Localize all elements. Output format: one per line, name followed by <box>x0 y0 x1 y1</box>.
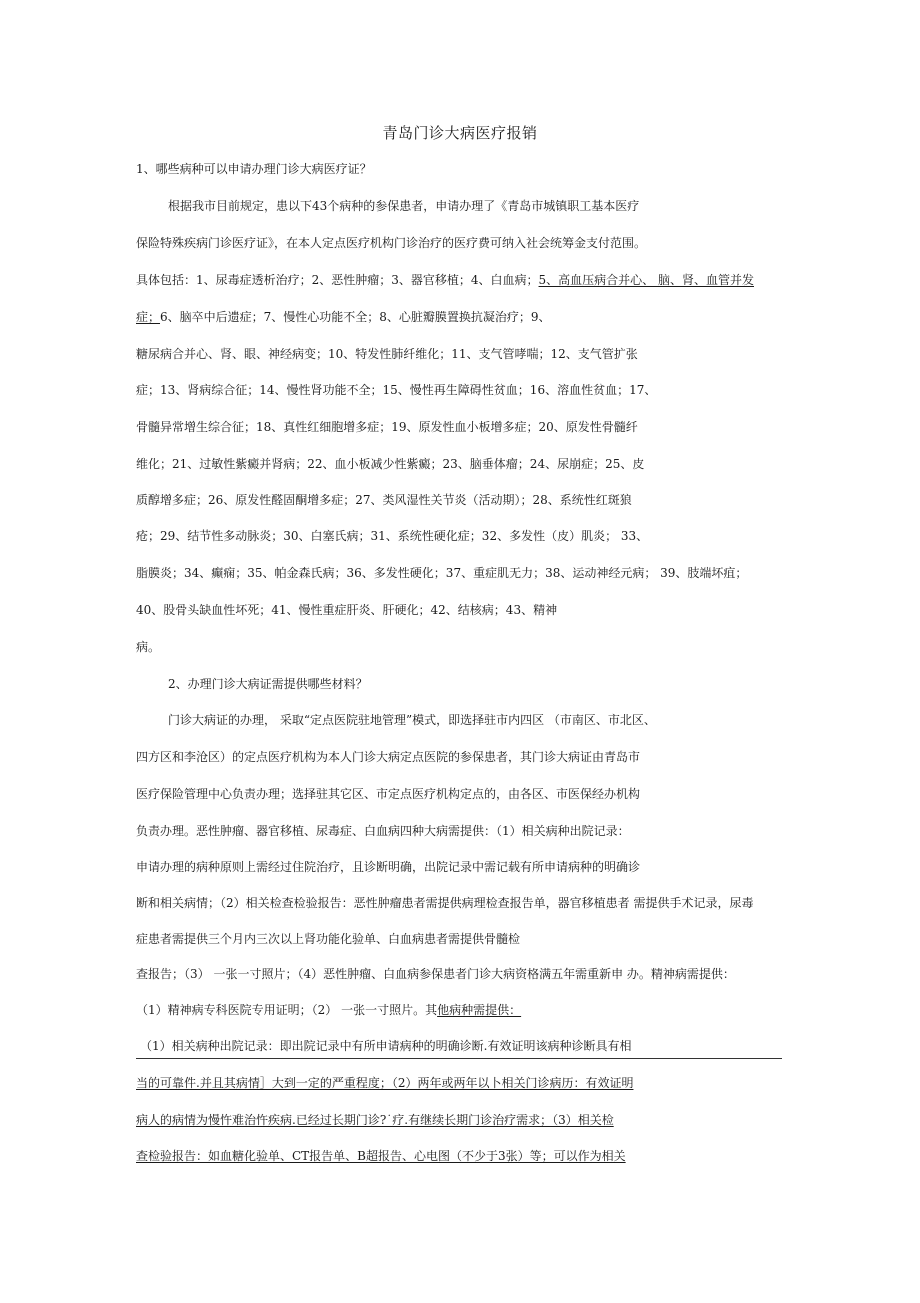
question-1: 1、哪些病种可以申请办理门诊大病医疗证？ <box>136 162 372 176</box>
paragraph-2-line: 四方区和李沧区）的定点医疗机构为本人门诊大病定点医院的参保患者，其门诊大病证由青岛市 <box>136 750 641 764</box>
paragraph-2-line: 门诊大病证的办理， 采取“定点医院驻地管理”模式，即选择驻市内四区 （市南区、市北区、 <box>168 713 656 727</box>
paragraph-2-line: 查报告；（3） 一张一寸照片；（4）恶性肿瘤、白血病参保患者门诊大病资格满五年需重新申 办。精神病需提供： <box>136 967 735 981</box>
paragraph-2-text: （1）精神病专科医院专用证明；（2） 一张一寸照片。其 <box>136 1003 438 1017</box>
disease-list-line: 病。 <box>136 640 161 654</box>
paragraph-1-line: 保险特殊疾病门诊医疗证》，在本人定点医疗机构门诊治疗的医疗费可纳入社会统筹金支付范围。 <box>136 236 647 250</box>
disease-list-line: 脂膜炎；34、癫痫；35、帕金森氏病；36、多发性硬化；37、重症肌无力；38、运动神经元病； 39、肢端坏疽； <box>136 566 748 580</box>
disease-list-line: 40、股骨头缺血性坏死；41、慢性重症肝炎、肝硬化；42、结核病；43、精神 <box>136 603 558 617</box>
document-title: 青岛门诊大病医疗报销 <box>382 124 538 142</box>
disease-list-line: 骨髓异常增生综合征；18、真性红细胞增多症；19、原发性血小板增多症；20、原发性骨髓纤 <box>136 420 638 434</box>
disease-list-line: 质醇增多症；26、原发性醛固酮增多症；27、类风湿性关节炎（活动期）；28、系统性红斑狼 <box>136 493 632 507</box>
paragraph-2-line <box>136 1002 521 1018</box>
disease-list-line <box>136 309 551 325</box>
disease-list-text: 6、脑卒中后遗症；7、慢性心功能不全；8、心脏瓣膜置换抗凝治疗；9、 <box>160 310 551 324</box>
disease-list-line: 症；13、肾病综合征；14、慢性肾功能不全；15、慢性再生障碍性贫血；16、溶血性贫血；17、 <box>136 383 657 397</box>
paragraph-2-line: 症患者需提供三个月内三次以上肾功能化验单、白血病患者需提供骨髓检 <box>136 932 521 946</box>
disease-list-underlined: 症； <box>136 310 161 324</box>
paragraph-2-line: 负责办理。恶性肿瘤、器官移植、尿毒症、白血病四种大病需提供：（1）相关病种出院记录： <box>136 824 630 838</box>
paragraph-2-line: 医疗保险管理中心负责办理；选择驻其它区、市定点医疗机构定点的，由各区、市医保经办机构 <box>136 787 641 801</box>
disease-list-text: 具体包括：1、尿毒症透析治疗；2、恶性肿瘤；3、器官移植；4、白血病； <box>136 273 539 287</box>
paragraph-1-line: 根据我市目前规定，患以下43个病种的参保患者，申请办理了《青岛市城镇职工基本医疗 <box>168 199 640 213</box>
paragraph-3-line: 查检验报告：如血糖化验单、CT报告单、B超报告、心电图（不少于3张）等；可以作为相关 <box>136 1149 626 1163</box>
disease-list-line: 糖尿病合并心、肾、眼、神经病变；10、特发性肺纤维化；11、支气管哮喘；12、支气管扩张 <box>136 347 638 361</box>
disease-list-line <box>136 272 754 288</box>
disease-list-line: 疮；29、结节性多动脉炎；30、白塞氏病；31、系统性硬化症；32、多发性（皮）肌炎； 33、 <box>136 529 649 543</box>
disease-list-underlined: 5、高血压病合并心、 脑、肾、血管并发 <box>538 273 754 287</box>
paragraph-2-line: 断和相关病情；（2）相关检查检验报告：恶性肿瘤患者需提供病理检查报告单，器官移植患者 需提供手术记录，尿毒 <box>136 896 754 910</box>
paragraph-3-line: （1）相关病种出院记录：即出院记录中有所申请病种的明确诊断.有效证明该病种诊断具有相 <box>140 1039 632 1053</box>
horizontal-rule <box>136 1058 782 1059</box>
paragraph-2-line: 申请办理的病种原则上需经过住院治疗，且诊断明确，出院记录中需记载有所申请病种的明确诊 <box>136 860 641 874</box>
paragraph-3-line: 当的可靠件.并且其病情］大到一定的严重程度；（2）两年或两年以卜相关门诊病历：有效证明 <box>136 1076 634 1090</box>
paragraph-3-line: 病人的病情为慢忤难治忤疾病.已经过长期门诊?˙疗.有继续长期门诊治疗需求；（3）相关检 <box>136 1113 614 1127</box>
disease-list-line: 维化；21、过敏性紫癜并肾病；22、血小板减少性紫癜；23、脑垂体瘤；24、尿崩症；25、皮 <box>136 457 645 471</box>
question-2: 2、办理门诊大病证需提供哪些材料？ <box>168 677 368 691</box>
paragraph-2-underlined: 他病种需提供： <box>437 1003 522 1017</box>
